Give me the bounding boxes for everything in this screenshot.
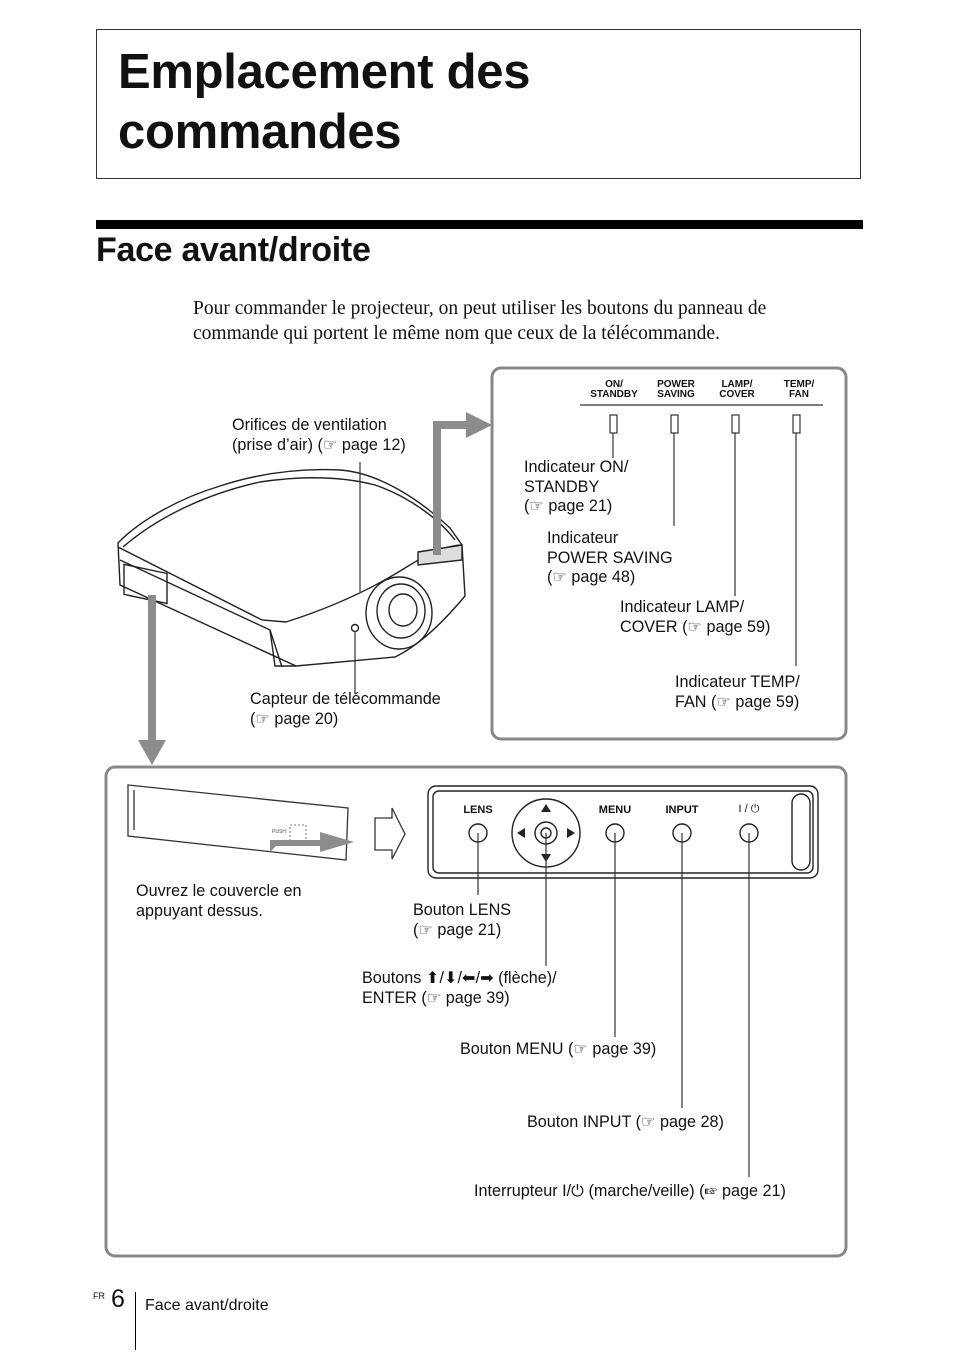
power-button-label: I / ⏻ bbox=[738, 803, 760, 815]
power-saving-callout: Indicateur POWER SAVING (☞ page 48) bbox=[547, 529, 673, 586]
page-title-line2: commandes bbox=[118, 105, 402, 159]
temp-fan-callout: Indicateur TEMP/ FAN (☞ page 59) bbox=[675, 673, 800, 711]
lens-callout: Bouton LENS (☞ page 21) bbox=[413, 901, 512, 939]
cover-note: Ouvrez le couvercle en appuyant dessus. bbox=[136, 882, 302, 920]
input-callout: Bouton INPUT (☞ page 28) bbox=[527, 1113, 724, 1131]
lamp-cover-callout: Indicateur LAMP/ COVER (☞ page 59) bbox=[620, 598, 771, 636]
footer-lang: FR bbox=[93, 1291, 105, 1301]
outline-arrow bbox=[375, 808, 405, 859]
control-panel-drawing bbox=[428, 786, 818, 878]
indicator-leds bbox=[610, 415, 800, 433]
indicator-header-lamp-cover: LAMP/ COVER bbox=[719, 379, 755, 400]
page-number: 6 bbox=[111, 1285, 125, 1313]
arrows-callout: Boutons ⬆/⬇/⬅/➡ (flèche)/ ENTER (☞ page 39) bbox=[362, 969, 557, 1007]
vent-callout: Orifices de ventilation (prise d’air) (☞ page 12) bbox=[232, 416, 406, 454]
indicator-header-on-standby: ON/ STANDBY bbox=[590, 379, 638, 400]
page-title-line1: Emplacement des bbox=[118, 45, 531, 99]
input-button-label: INPUT bbox=[665, 804, 699, 816]
menu-button-label: MENU bbox=[598, 804, 632, 816]
on-standby-callout: Indicateur ON/ STANDBY (☞ page 21) bbox=[524, 458, 629, 515]
sensor-callout: Capteur de télécommande (☞ page 20) bbox=[250, 690, 441, 728]
push-label: PUSH bbox=[272, 829, 286, 835]
section-title: Face avant/droite bbox=[96, 231, 371, 269]
footer-rule bbox=[135, 1292, 136, 1350]
footer-section-name: Face avant/droite bbox=[145, 1297, 269, 1314]
power-callout: Interrupteur I/⏻ (marche/veille) (☞ page 21) bbox=[474, 1182, 786, 1200]
indicator-header-temp-fan: TEMP/ FAN bbox=[783, 379, 815, 400]
menu-callout: Bouton MENU (☞ page 39) bbox=[460, 1040, 657, 1058]
indicator-header-power-saving: POWER SAVING bbox=[657, 379, 695, 400]
lens-button-label: LENS bbox=[463, 804, 493, 816]
cover-drawing bbox=[128, 785, 348, 860]
intro-paragraph: Pour commander le projecteur, on peut utiliser les boutons du panneau de commande qui portent le même nom que ceux de la télécommande. bbox=[193, 298, 767, 344]
projector-drawing bbox=[118, 470, 465, 667]
